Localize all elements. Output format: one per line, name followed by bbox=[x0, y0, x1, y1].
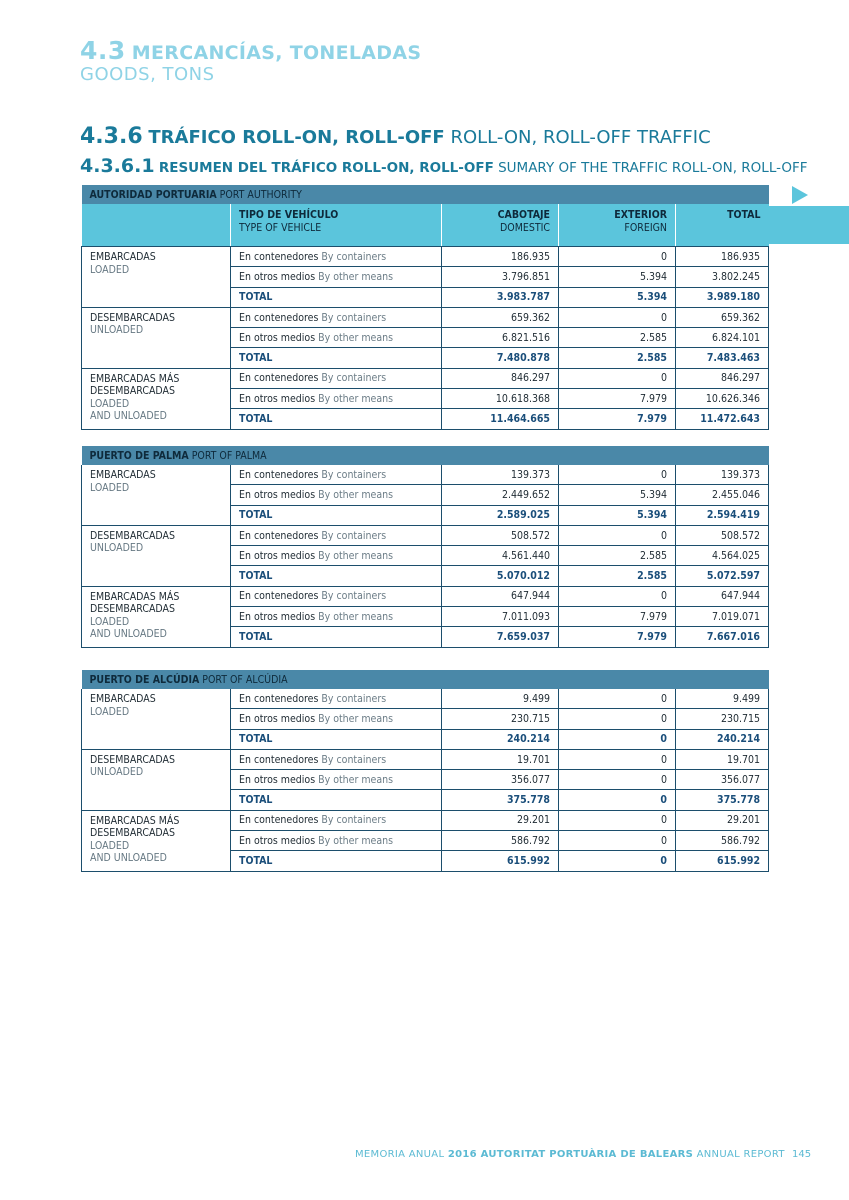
table-title bbox=[82, 670, 769, 689]
cell-exterior: 0 bbox=[559, 709, 676, 729]
row-label-es: En contenedores bbox=[239, 250, 319, 263]
table-title-en: PORT OF PALMA bbox=[191, 449, 267, 462]
cell-exterior: 2.585 bbox=[559, 546, 676, 566]
row-label-es: En otros medios bbox=[239, 610, 316, 623]
row-label-en: By containers bbox=[321, 814, 387, 827]
traffic-table bbox=[81, 185, 769, 430]
group-label-es: EMBARCADAS bbox=[90, 693, 156, 705]
group-label-es: DESEMBARCADAS bbox=[90, 311, 175, 324]
cell-total: 19.701 bbox=[676, 749, 769, 769]
cell-cabotaje: 7.480.878 bbox=[442, 348, 559, 368]
subsection-number: 4.3.6 bbox=[80, 124, 143, 149]
row-label-en: By other means bbox=[318, 712, 394, 725]
table-row bbox=[82, 689, 769, 709]
row-label-es: En otros medios bbox=[239, 712, 316, 725]
cell-total: 230.715 bbox=[676, 709, 769, 729]
row-label-total: TOTAL bbox=[231, 287, 442, 307]
group-cell-loaded bbox=[82, 465, 231, 525]
cell-total: 10.626.346 bbox=[676, 389, 769, 409]
cell-cabotaje: 7.011.093 bbox=[442, 607, 559, 627]
group-label-en: LOADED bbox=[90, 263, 130, 276]
group-label-es: EMBARCADAS bbox=[90, 469, 156, 481]
cell-total: 508.572 bbox=[676, 525, 769, 545]
group-label-en: LOADED bbox=[90, 705, 130, 718]
row-label-containers bbox=[231, 368, 442, 388]
row-label-es: En contenedores bbox=[239, 692, 319, 705]
row-label-other bbox=[231, 607, 442, 627]
cell-cabotaje: 3.983.787 bbox=[442, 287, 559, 307]
row-label-es: En contenedores bbox=[239, 468, 319, 481]
cell-total: 5.072.597 bbox=[676, 566, 769, 586]
cell-cabotaje: 9.499 bbox=[442, 689, 559, 709]
cell-cabotaje: 6.821.516 bbox=[442, 328, 559, 348]
row-label-en: By containers bbox=[321, 590, 387, 603]
row-label-en: By other means bbox=[318, 488, 394, 501]
row-label-containers bbox=[231, 525, 442, 545]
row-label-total: TOTAL bbox=[231, 566, 442, 586]
col-exterior-es: EXTERIOR bbox=[614, 209, 667, 221]
row-label-en: By other means bbox=[318, 610, 394, 623]
group-label-es: DESEMBARCADAS bbox=[90, 529, 175, 542]
row-label-es: En otros medios bbox=[239, 834, 316, 847]
cell-total: 659.362 bbox=[676, 307, 769, 327]
group-cell-loaded bbox=[82, 247, 231, 308]
cell-exterior: 0 bbox=[559, 810, 676, 830]
row-label-en: By containers bbox=[321, 468, 387, 481]
cell-cabotaje: 7.659.037 bbox=[442, 627, 559, 647]
cell-exterior: 5.394 bbox=[559, 267, 676, 287]
cell-total: 4.564.025 bbox=[676, 546, 769, 566]
group-cell-both bbox=[82, 368, 231, 429]
cell-total: 7.667.016 bbox=[676, 627, 769, 647]
cell-cabotaje: 186.935 bbox=[442, 247, 559, 267]
cell-total: 2.455.046 bbox=[676, 485, 769, 505]
row-label-es: En contenedores bbox=[239, 529, 319, 542]
cell-cabotaje: 375.778 bbox=[442, 790, 559, 810]
table-title-row bbox=[82, 446, 769, 465]
cell-exterior: 2.585 bbox=[559, 328, 676, 348]
table-row bbox=[82, 307, 769, 327]
cell-cabotaje: 19.701 bbox=[442, 749, 559, 769]
row-label-en: By other means bbox=[318, 270, 394, 283]
subsubsection-title-en: SUMARY OF THE TRAFFIC ROLL-ON, ROLL-OFF bbox=[498, 160, 808, 176]
cell-cabotaje: 659.362 bbox=[442, 307, 559, 327]
group-label-en: UNLOADED bbox=[90, 542, 144, 555]
cell-cabotaje: 647.944 bbox=[442, 586, 559, 606]
cell-exterior: 7.979 bbox=[559, 389, 676, 409]
cell-cabotaje: 586.792 bbox=[442, 831, 559, 851]
cell-exterior: 0 bbox=[559, 729, 676, 749]
column-header-exterior bbox=[559, 204, 676, 247]
cell-cabotaje: 139.373 bbox=[442, 465, 559, 485]
cell-exterior: 5.394 bbox=[559, 287, 676, 307]
row-label-es: En otros medios bbox=[239, 270, 316, 283]
group-cell-both bbox=[82, 810, 231, 871]
table-row bbox=[82, 465, 769, 485]
group-label-es-2: DESEMBARCADAS bbox=[90, 603, 175, 616]
cell-cabotaje: 10.618.368 bbox=[442, 389, 559, 409]
row-label-en: By containers bbox=[321, 311, 387, 324]
cell-exterior: 0 bbox=[559, 831, 676, 851]
row-label-en: By containers bbox=[321, 753, 387, 766]
section-title-en: GOODS, TONS bbox=[80, 64, 215, 85]
cell-exterior: 2.585 bbox=[559, 348, 676, 368]
cell-cabotaje: 846.297 bbox=[442, 368, 559, 388]
row-label-other bbox=[231, 709, 442, 729]
group-label-en-2: AND UNLOADED bbox=[90, 410, 167, 423]
subsection-title-en: ROLL-ON, ROLL-OFF TRAFFIC bbox=[450, 127, 711, 148]
row-label-es: En contenedores bbox=[239, 590, 319, 603]
row-label-containers bbox=[231, 247, 442, 267]
cell-cabotaje: 508.572 bbox=[442, 525, 559, 545]
cell-cabotaje: 4.561.440 bbox=[442, 546, 559, 566]
col-vehicle-en: TYPE OF VEHICLE bbox=[239, 222, 322, 234]
section-title-es: MERCANCÍAS, TONELADAS bbox=[131, 42, 422, 64]
group-label-en: LOADED bbox=[90, 481, 130, 494]
cell-total: 647.944 bbox=[676, 586, 769, 606]
col-exterior-en: FOREIGN bbox=[624, 222, 667, 234]
cell-total: 615.992 bbox=[676, 851, 769, 871]
cell-cabotaje: 29.201 bbox=[442, 810, 559, 830]
cell-total: 6.824.101 bbox=[676, 328, 769, 348]
column-header-total bbox=[676, 204, 769, 247]
row-label-total: TOTAL bbox=[231, 790, 442, 810]
row-label-es: En otros medios bbox=[239, 392, 316, 405]
arrow-right-icon bbox=[792, 186, 808, 204]
row-label-containers bbox=[231, 810, 442, 830]
cell-exterior: 5.394 bbox=[559, 505, 676, 525]
column-header-empty bbox=[82, 204, 231, 247]
group-label-en-2: AND UNLOADED bbox=[90, 852, 167, 865]
group-label-en: LOADED bbox=[90, 397, 130, 410]
col-cabotaje-es: CABOTAJE bbox=[497, 209, 550, 221]
traffic-table bbox=[81, 446, 769, 648]
row-label-other bbox=[231, 485, 442, 505]
footer-bold: 2016 AUTORITAT PORTUÀRIA DE BALEARS bbox=[447, 1149, 694, 1160]
cell-total: 240.214 bbox=[676, 729, 769, 749]
row-label-containers bbox=[231, 749, 442, 769]
subsubsection-title-es: RESUMEN DEL TRÁFICO ROLL-ON, ROLL-OFF bbox=[158, 160, 494, 176]
cell-exterior: 0 bbox=[559, 749, 676, 769]
cell-exterior: 0 bbox=[559, 689, 676, 709]
group-label-es: EMBARCADAS MÁS bbox=[90, 814, 180, 827]
traffic-table bbox=[81, 670, 769, 872]
page-number: 145 bbox=[792, 1149, 812, 1160]
group-label-es: DESEMBARCADAS bbox=[90, 753, 175, 766]
cell-total: 139.373 bbox=[676, 465, 769, 485]
row-label-es: En otros medios bbox=[239, 331, 316, 344]
row-label-en: By containers bbox=[321, 250, 387, 263]
row-label-es: En otros medios bbox=[239, 549, 316, 562]
table-title-es: PUERTO DE ALCÚDIA bbox=[89, 673, 200, 686]
group-label-en-2: AND UNLOADED bbox=[90, 628, 167, 641]
section-number: 4.3 bbox=[80, 36, 126, 65]
footer bbox=[355, 1149, 785, 1160]
row-label-en: By containers bbox=[321, 529, 387, 542]
table-row bbox=[82, 749, 769, 769]
cell-cabotaje: 2.449.652 bbox=[442, 485, 559, 505]
cell-total: 356.077 bbox=[676, 770, 769, 790]
row-label-containers bbox=[231, 586, 442, 606]
cell-exterior: 0 bbox=[559, 586, 676, 606]
row-label-total: TOTAL bbox=[231, 729, 442, 749]
row-label-other bbox=[231, 546, 442, 566]
group-label-es: EMBARCADAS MÁS bbox=[90, 590, 180, 603]
row-label-containers bbox=[231, 689, 442, 709]
row-label-en: By other means bbox=[318, 773, 394, 786]
cell-exterior: 0 bbox=[559, 465, 676, 485]
row-label-en: By other means bbox=[318, 392, 394, 405]
row-label-total: TOTAL bbox=[231, 409, 442, 429]
header-band-extension bbox=[768, 206, 849, 244]
table-title-es: AUTORIDAD PORTUARIA bbox=[89, 188, 217, 201]
row-label-total: TOTAL bbox=[231, 348, 442, 368]
row-label-total: TOTAL bbox=[231, 627, 442, 647]
row-label-es: En otros medios bbox=[239, 488, 316, 501]
cell-exterior: 0 bbox=[559, 307, 676, 327]
col-cabotaje-en: DOMESTIC bbox=[500, 222, 550, 234]
footer-suffix: ANNUAL REPORT bbox=[696, 1149, 785, 1160]
group-label-en: LOADED bbox=[90, 615, 130, 628]
cell-exterior: 0 bbox=[559, 790, 676, 810]
table-title-en: PORT OF ALCÚDIA bbox=[202, 673, 288, 686]
group-cell-loaded bbox=[82, 689, 231, 749]
group-label-es-2: DESEMBARCADAS bbox=[90, 385, 175, 398]
column-header-row bbox=[82, 204, 769, 247]
table-row bbox=[82, 586, 769, 606]
row-label-other bbox=[231, 267, 442, 287]
cell-total: 7.019.071 bbox=[676, 607, 769, 627]
table-row bbox=[82, 525, 769, 545]
cell-exterior: 0 bbox=[559, 770, 676, 790]
row-label-en: By containers bbox=[321, 372, 387, 385]
cell-total: 7.483.463 bbox=[676, 348, 769, 368]
subsection-title-es: TRÁFICO ROLL-ON, ROLL-OFF bbox=[148, 127, 445, 148]
cell-cabotaje: 230.715 bbox=[442, 709, 559, 729]
row-label-other bbox=[231, 389, 442, 409]
column-header-cabotaje bbox=[442, 204, 559, 247]
subsubsection-heading bbox=[80, 155, 808, 177]
cell-cabotaje: 3.796.851 bbox=[442, 267, 559, 287]
table-title-row bbox=[82, 670, 769, 689]
cell-cabotaje: 615.992 bbox=[442, 851, 559, 871]
row-label-en: By containers bbox=[321, 692, 387, 705]
section-heading bbox=[80, 36, 421, 65]
group-label-es: EMBARCADAS MÁS bbox=[90, 372, 180, 385]
cell-total: 846.297 bbox=[676, 368, 769, 388]
row-label-other bbox=[231, 831, 442, 851]
cell-total: 586.792 bbox=[676, 831, 769, 851]
cell-exterior: 7.979 bbox=[559, 409, 676, 429]
row-label-es: En contenedores bbox=[239, 372, 319, 385]
row-label-containers bbox=[231, 307, 442, 327]
table-row bbox=[82, 810, 769, 830]
table-row bbox=[82, 247, 769, 267]
table-title-es: PUERTO DE PALMA bbox=[89, 449, 189, 462]
col-total: TOTAL bbox=[727, 209, 761, 221]
cell-cabotaje: 5.070.012 bbox=[442, 566, 559, 586]
cell-total: 186.935 bbox=[676, 247, 769, 267]
row-label-total: TOTAL bbox=[231, 505, 442, 525]
cell-cabotaje: 356.077 bbox=[442, 770, 559, 790]
row-label-containers bbox=[231, 465, 442, 485]
cell-exterior: 0 bbox=[559, 247, 676, 267]
group-cell-unloaded bbox=[82, 525, 231, 586]
subsubsection-number: 4.3.6.1 bbox=[80, 155, 155, 177]
group-label-es: EMBARCADAS bbox=[90, 251, 156, 263]
cell-exterior: 7.979 bbox=[559, 607, 676, 627]
cell-exterior: 0 bbox=[559, 851, 676, 871]
row-label-other bbox=[231, 328, 442, 348]
table-row bbox=[82, 368, 769, 388]
group-cell-both bbox=[82, 586, 231, 647]
row-label-total: TOTAL bbox=[231, 851, 442, 871]
cell-total: 2.594.419 bbox=[676, 505, 769, 525]
cell-total: 375.778 bbox=[676, 790, 769, 810]
table-title bbox=[82, 185, 769, 204]
footer-prefix: MEMORIA ANUAL bbox=[355, 1149, 445, 1160]
row-label-other bbox=[231, 770, 442, 790]
row-label-en: By other means bbox=[318, 331, 394, 344]
cell-exterior: 7.979 bbox=[559, 627, 676, 647]
table-title bbox=[82, 446, 769, 465]
cell-cabotaje: 11.464.665 bbox=[442, 409, 559, 429]
cell-total: 29.201 bbox=[676, 810, 769, 830]
table-title-en: PORT AUTHORITY bbox=[219, 188, 302, 201]
group-label-en: LOADED bbox=[90, 839, 130, 852]
cell-exterior: 5.394 bbox=[559, 485, 676, 505]
row-label-es: En otros medios bbox=[239, 773, 316, 786]
cell-total: 3.989.180 bbox=[676, 287, 769, 307]
row-label-es: En contenedores bbox=[239, 311, 319, 324]
row-label-es: En contenedores bbox=[239, 814, 319, 827]
column-header-vehicle bbox=[231, 204, 442, 247]
subsection-heading bbox=[80, 124, 711, 149]
table-title-row bbox=[82, 185, 769, 204]
row-label-en: By other means bbox=[318, 549, 394, 562]
group-cell-unloaded bbox=[82, 749, 231, 810]
cell-cabotaje: 2.589.025 bbox=[442, 505, 559, 525]
cell-total: 11.472.643 bbox=[676, 409, 769, 429]
group-cell-unloaded bbox=[82, 307, 231, 368]
cell-exterior: 0 bbox=[559, 368, 676, 388]
group-label-es-2: DESEMBARCADAS bbox=[90, 827, 175, 840]
col-vehicle-es: TIPO DE VEHÍCULO bbox=[239, 209, 339, 221]
row-label-es: En contenedores bbox=[239, 753, 319, 766]
cell-exterior: 0 bbox=[559, 525, 676, 545]
group-label-en: UNLOADED bbox=[90, 766, 144, 779]
cell-total: 9.499 bbox=[676, 689, 769, 709]
group-label-en: UNLOADED bbox=[90, 324, 144, 337]
row-label-en: By other means bbox=[318, 834, 394, 847]
cell-cabotaje: 240.214 bbox=[442, 729, 559, 749]
cell-exterior: 2.585 bbox=[559, 566, 676, 586]
cell-total: 3.802.245 bbox=[676, 267, 769, 287]
